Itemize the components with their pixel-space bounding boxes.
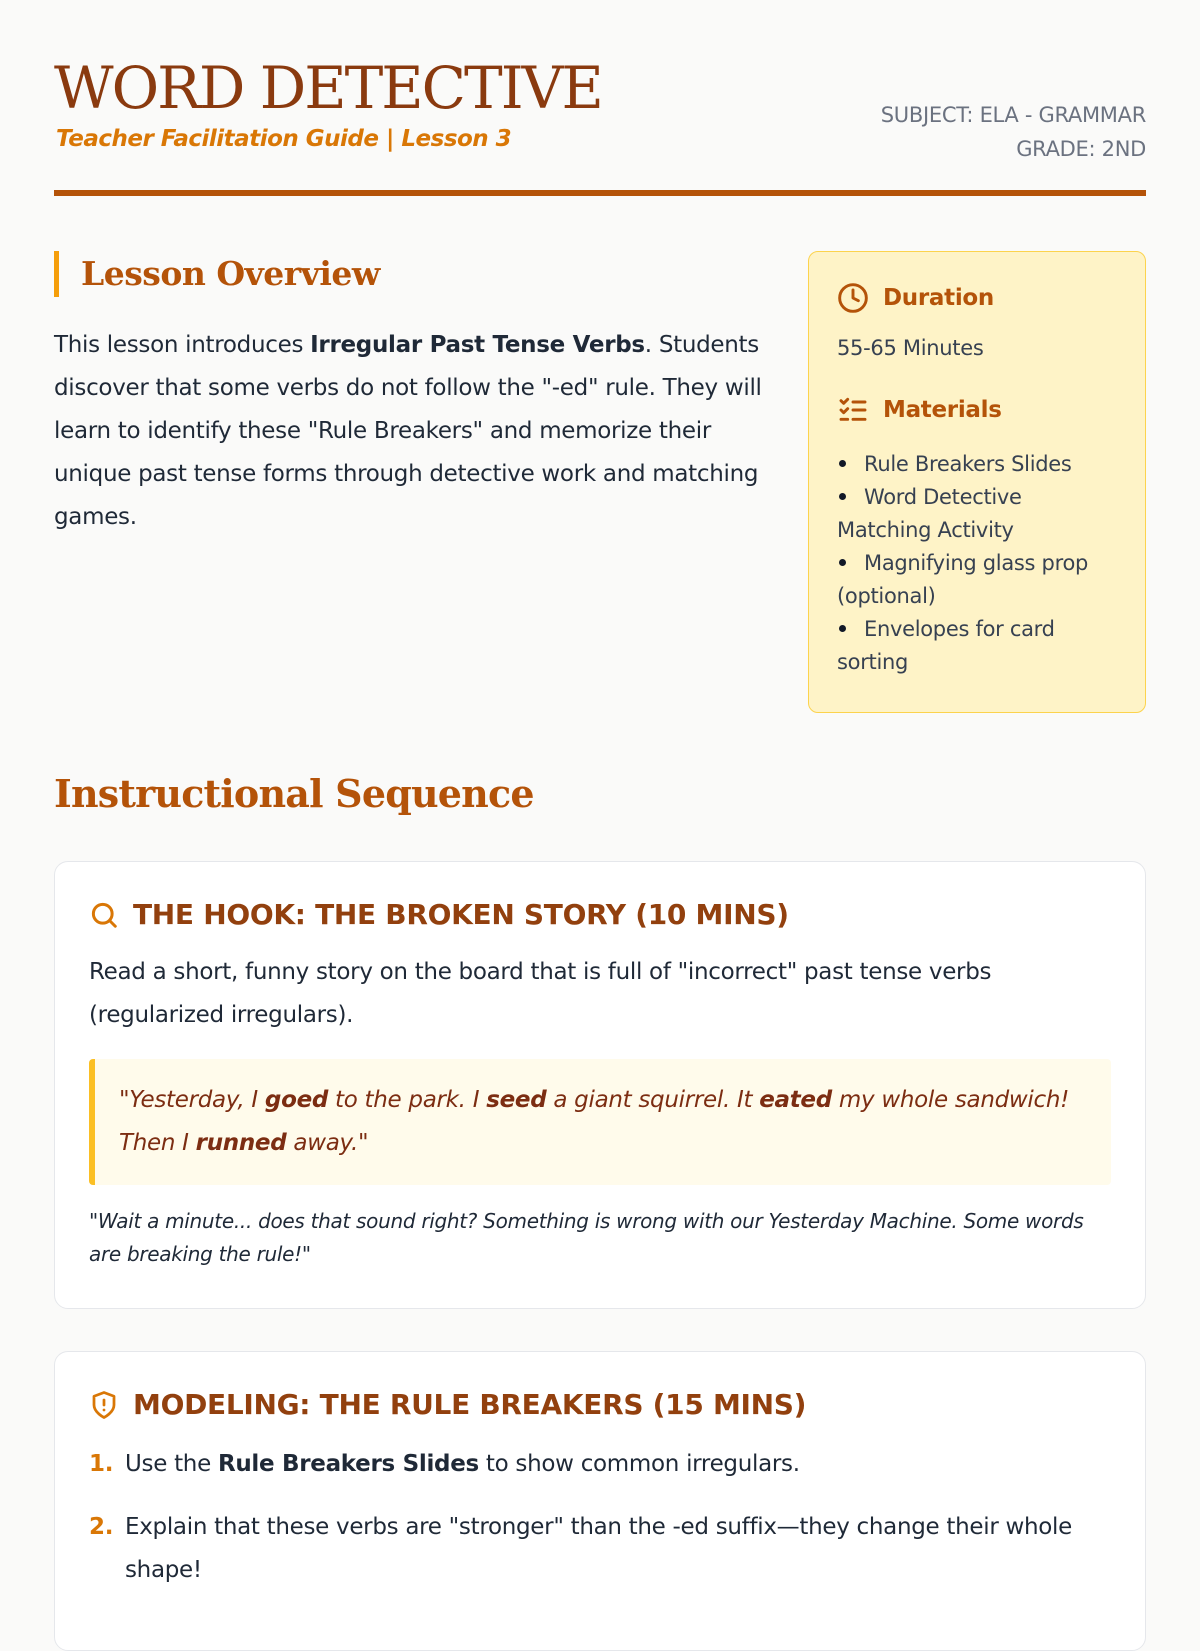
- quote-verb: runned: [195, 1130, 287, 1156]
- overview-text: [54, 324, 774, 539]
- shield-alert-icon: [89, 1390, 119, 1420]
- overview-text-post: . Students discover that some verbs do not follow the "-ed" rule. They will learn to identify these "Rule Breakers" and memorize their unique past tense forms through detective work and matching games.: [54, 332, 762, 530]
- duration-value: 55-65 Minutes: [837, 336, 984, 360]
- checklist-icon: [837, 394, 869, 426]
- overview-heading: Lesson Overview: [54, 251, 380, 297]
- step-number: 1.: [89, 1451, 114, 1477]
- materials-list: [837, 448, 1117, 679]
- header-divider: [54, 190, 1146, 196]
- step-text-bold: Rule Breakers Slides: [217, 1451, 479, 1477]
- materials-label: Materials: [883, 397, 1002, 423]
- modeling-card: [54, 1351, 1146, 1651]
- list-item: [837, 613, 1117, 679]
- duration-heading: [837, 282, 1117, 314]
- quote-text: to the park. I: [328, 1087, 487, 1113]
- quote-verb: seed: [486, 1087, 547, 1113]
- bullet-icon: [839, 625, 846, 632]
- clock-icon: [837, 282, 869, 314]
- bullet-icon: [839, 493, 846, 500]
- hook-title-text: THE HOOK: THE BROKEN STORY (10 MINS): [133, 898, 789, 931]
- material-item: Word Detective Matching Activity: [837, 485, 1022, 542]
- lesson-meta: [881, 98, 1146, 166]
- quote-text: a giant squirrel. It: [546, 1087, 760, 1113]
- step-text-pre: Explain that these verbs are "stronger" than the -ed suffix—they change their whole shape!: [125, 1514, 1072, 1583]
- step-text: [125, 1443, 800, 1486]
- step-number: 2.: [89, 1514, 114, 1540]
- hook-description: Read a short, funny story on the board that is full of "incorrect" past tense verbs (regularized irregulars).: [89, 959, 992, 1028]
- quote-text: "Yesterday, I: [119, 1087, 265, 1113]
- hook-title: [89, 898, 1111, 931]
- hook-card: [54, 861, 1146, 1309]
- list-item: [837, 547, 1117, 613]
- step-text-pre: Use the: [125, 1451, 218, 1477]
- quote-verb: eated: [759, 1087, 832, 1113]
- material-item: Magnifying glass prop (optional): [837, 551, 1089, 608]
- list-item: [89, 1443, 1111, 1486]
- quote-text: away.": [286, 1130, 369, 1156]
- list-item: [89, 1506, 1111, 1592]
- bullet-icon: [839, 559, 846, 566]
- overview-text-bold: Irregular Past Tense Verbs: [310, 332, 645, 358]
- grade-label: GRADE: 2ND: [1016, 137, 1146, 161]
- material-item: Rule Breakers Slides: [864, 452, 1072, 476]
- materials-heading: [837, 394, 1117, 426]
- page-header: [54, 0, 1146, 197]
- instructional-sequence-heading: Instructional Sequence: [54, 771, 534, 816]
- duration-label: Duration: [883, 285, 994, 311]
- step-text: [125, 1506, 1111, 1592]
- modeling-title-text: MODELING: THE RULE BREAKERS (15 MINS): [133, 1388, 807, 1421]
- modeling-steps: [89, 1443, 1111, 1592]
- list-item: [837, 448, 1117, 481]
- modeling-title: [89, 1388, 1111, 1421]
- search-icon: [89, 900, 119, 930]
- lesson-overview-section: [54, 197, 1146, 717]
- overview-text-pre: This lesson introduces: [54, 332, 311, 358]
- teacher-script-note: "Wait a minute... does that sound right? Something is wrong with our Yesterday Machine. Some words are breaking the rule!": [89, 1209, 1084, 1266]
- bullet-icon: [839, 460, 846, 467]
- quote-verb: goed: [264, 1087, 329, 1113]
- list-item: [837, 481, 1117, 547]
- material-item: Envelopes for card sorting: [837, 617, 1055, 674]
- quote-text: my whole sandwich! Then I: [119, 1087, 1070, 1156]
- page-subtitle: Teacher Facilitation Guide | Lesson 3: [56, 126, 512, 152]
- page-title: WORD DETECTIVE: [54, 54, 602, 122]
- step-text-post: to show common irregulars.: [478, 1451, 800, 1477]
- lesson-info-box: [808, 251, 1146, 713]
- broken-story-quote: [89, 1059, 1111, 1185]
- subject-label: SUBJECT: ELA - GRAMMAR: [880, 103, 1146, 127]
